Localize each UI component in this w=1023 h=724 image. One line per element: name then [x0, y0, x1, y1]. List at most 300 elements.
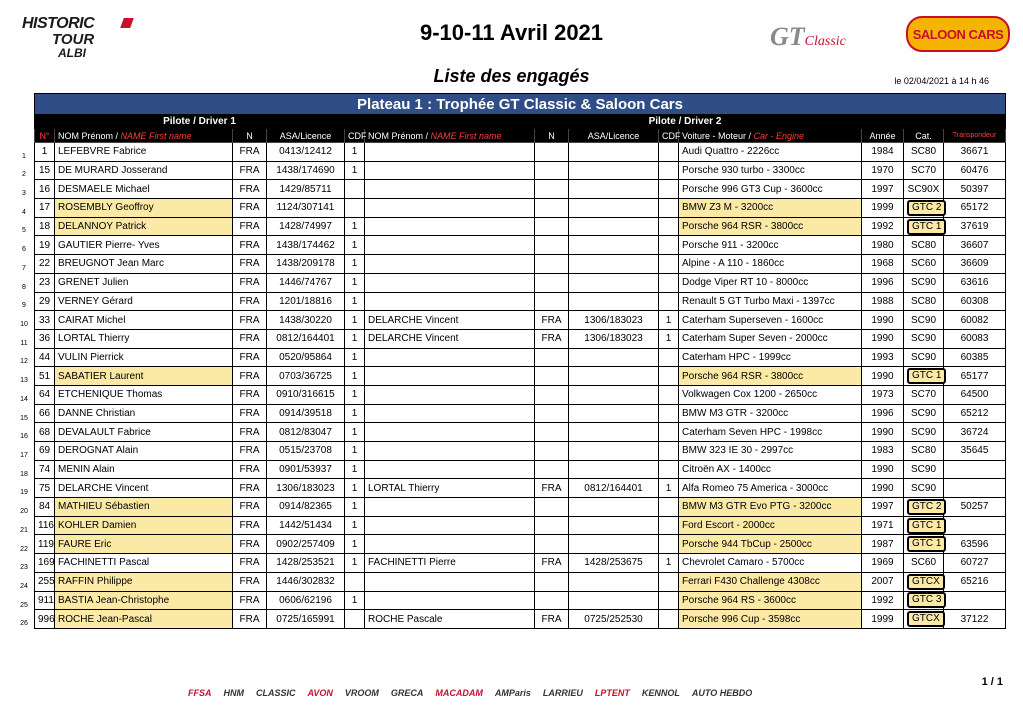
table-row — [35, 329, 1006, 348]
driver2-name: DELARCHE Vincent — [365, 329, 535, 348]
car-year: 2007 — [862, 572, 904, 591]
table-row — [35, 610, 1006, 629]
gt-classic-logo: GTClassic — [770, 22, 846, 51]
driver1-nationality: FRA — [233, 255, 267, 274]
driver2-licence — [569, 217, 659, 236]
driver1-licence: 0515/23708 — [267, 442, 345, 461]
driver2-name — [365, 143, 535, 162]
driver1-name: DANNE Christian — [55, 404, 233, 423]
transponder: 63616 — [944, 273, 1006, 292]
car-year: 1988 — [862, 292, 904, 311]
driver2-name — [365, 348, 535, 367]
table-row — [35, 236, 1006, 255]
driver2-licence — [569, 442, 659, 461]
driver2-licence — [569, 404, 659, 423]
driver1-cdf: 1 — [345, 404, 365, 423]
driver1-nationality: FRA — [233, 572, 267, 591]
driver2-cdf — [659, 498, 679, 517]
driver1-licence: 0725/165991 — [267, 610, 345, 629]
driver2-cdf — [659, 292, 679, 311]
car-category — [904, 591, 944, 610]
transponder: 36607 — [944, 236, 1006, 255]
car-category: SC80 — [904, 442, 944, 461]
car-year: 1990 — [862, 423, 904, 442]
driver1-licence: 1201/18816 — [267, 292, 345, 311]
row-number: 25 — [20, 601, 28, 609]
driver2-name — [365, 498, 535, 517]
car-category: SC90 — [904, 273, 944, 292]
entry-number: 36 — [35, 329, 55, 348]
car-year: 1990 — [862, 329, 904, 348]
row-number: 10 — [20, 320, 28, 328]
driver2-cdf — [659, 273, 679, 292]
sponsor-logo: GRECA — [390, 688, 424, 698]
table-row — [35, 199, 1006, 218]
transponder: 63596 — [944, 535, 1006, 554]
driver1-nationality: FRA — [233, 460, 267, 479]
transponder: 60476 — [944, 161, 1006, 180]
sponsor-logo: FFSA — [188, 688, 212, 698]
transponder — [944, 591, 1006, 610]
driver1-name: ROCHE Jean-Pascal — [55, 610, 233, 629]
entry-number: 23 — [35, 273, 55, 292]
category-badge: GTC 2 — [907, 499, 946, 515]
car-engine: Porsche 911 - 3200cc — [679, 236, 862, 255]
entry-number: 69 — [35, 442, 55, 461]
row-number: 5 — [22, 227, 26, 235]
sponsor-logo: LPTENT — [594, 688, 630, 698]
car-year: 1999 — [862, 199, 904, 218]
driver1-nationality: FRA — [233, 143, 267, 162]
driver2-nationality — [535, 143, 569, 162]
sponsor-logo: VROOM — [344, 688, 379, 698]
car-year: 1969 — [862, 554, 904, 573]
driver2-licence — [569, 348, 659, 367]
car-category: SC60 — [904, 255, 944, 274]
driver2-cdf — [659, 217, 679, 236]
driver1-licence: 1124/307141 — [267, 199, 345, 218]
entry-number: 16 — [35, 180, 55, 199]
transponder: 60083 — [944, 329, 1006, 348]
driver2-licence — [569, 273, 659, 292]
driver1-licence: 0902/257409 — [267, 535, 345, 554]
car-year: 1992 — [862, 591, 904, 610]
driver1-nationality: FRA — [233, 404, 267, 423]
driver2-name — [365, 591, 535, 610]
entry-number: 22 — [35, 255, 55, 274]
transponder: 37122 — [944, 610, 1006, 629]
driver1-cdf: 1 — [345, 367, 365, 386]
table-row — [35, 161, 1006, 180]
car-category — [904, 610, 944, 629]
col-year: Année — [862, 129, 904, 143]
car-year: 1970 — [862, 161, 904, 180]
entry-number: 15 — [35, 161, 55, 180]
row-number-column — [16, 148, 32, 635]
driver1-name: DELANNOY Patrick — [55, 217, 233, 236]
driver1-name: LEFEBVRE Fabrice — [55, 143, 233, 162]
driver2-label: Pilote / Driver 2 — [365, 115, 1006, 129]
driver2-name — [365, 367, 535, 386]
col-cdf-2: CDF — [659, 129, 679, 143]
logo-line-3: ALBI — [58, 46, 86, 60]
table-row — [35, 311, 1006, 330]
driver1-cdf: 1 — [345, 236, 365, 255]
driver2-name — [365, 255, 535, 274]
car-engine: Caterham Seven HPC - 1998cc — [679, 423, 862, 442]
driver1-nationality: FRA — [233, 180, 267, 199]
transponder: 60082 — [944, 311, 1006, 330]
transponder: 50257 — [944, 498, 1006, 517]
col-nat-2: N — [535, 129, 569, 143]
table-row — [35, 348, 1006, 367]
col-cat: Cat. — [904, 129, 944, 143]
driver2-nationality — [535, 498, 569, 517]
table-row — [35, 404, 1006, 423]
driver1-name: DE MURARD Josserand — [55, 161, 233, 180]
driver1-licence: 0520/95864 — [267, 348, 345, 367]
table-row — [35, 554, 1006, 573]
entry-number: 169 — [35, 554, 55, 573]
transponder — [944, 479, 1006, 498]
row-number: 21 — [20, 526, 28, 534]
driver1-name: VERNEY Gérard — [55, 292, 233, 311]
row-number: 16 — [20, 433, 28, 441]
car-engine: Ferrari F430 Challenge 4308cc — [679, 572, 862, 591]
car-year: 1996 — [862, 273, 904, 292]
driver1-licence: 1428/74997 — [267, 217, 345, 236]
car-category — [904, 498, 944, 517]
table-row — [35, 535, 1006, 554]
plateau-title: Plateau 1 : Trophée GT Classic & Saloon Cars — [35, 94, 1006, 115]
driver2-nationality: FRA — [535, 311, 569, 330]
table-row — [35, 385, 1006, 404]
sponsor-logo: AVON — [307, 688, 333, 698]
driver1-name: DELARCHE Vincent — [55, 479, 233, 498]
driver2-cdf — [659, 236, 679, 255]
driver2-cdf — [659, 367, 679, 386]
driver1-nationality: FRA — [233, 236, 267, 255]
driver2-nationality — [535, 442, 569, 461]
row-number: 15 — [20, 414, 28, 422]
driver1-licence: 1438/174462 — [267, 236, 345, 255]
car-engine: Porsche 964 RS - 3600cc — [679, 591, 862, 610]
driver2-name — [365, 404, 535, 423]
driver1-nationality: FRA — [233, 423, 267, 442]
driver2-licence — [569, 423, 659, 442]
driver1-licence: 1446/74767 — [267, 273, 345, 292]
col-asa-2: ASA/Licence — [569, 129, 659, 143]
entry-number: 84 — [35, 498, 55, 517]
car-year: 1999 — [862, 610, 904, 629]
car-engine: Alfa Romeo 75 America - 3000cc — [679, 479, 862, 498]
driver2-licence — [569, 161, 659, 180]
driver2-cdf: 1 — [659, 554, 679, 573]
driver2-licence — [569, 460, 659, 479]
col-car: Voiture - Moteur / Car - Engine — [679, 129, 862, 143]
row-number: 18 — [20, 470, 28, 478]
driver1-name: BREUGNOT Jean Marc — [55, 255, 233, 274]
driver2-cdf — [659, 516, 679, 535]
event-date: 9-10-11 Avril 2021 — [419, 20, 604, 45]
saloon-cars-logo: SALOON CARS — [906, 16, 1010, 52]
entry-number: 44 — [35, 348, 55, 367]
car-engine: Alpine - A 110 - 1860cc — [679, 255, 862, 274]
driver2-name: LORTAL Thierry — [365, 479, 535, 498]
driver1-cdf: 1 — [345, 516, 365, 535]
col-nat-1: N — [233, 129, 267, 143]
driver1-cdf: 1 — [345, 554, 365, 573]
entry-number: 19 — [35, 236, 55, 255]
driver1-licence: 1442/51434 — [267, 516, 345, 535]
transponder: 64500 — [944, 385, 1006, 404]
car-engine: Ford Escort - 2000cc — [679, 516, 862, 535]
driver1-name: CAIRAT Michel — [55, 311, 233, 330]
car-engine: BMW M3 GTR Evo PTG - 3200cc — [679, 498, 862, 517]
driver2-licence — [569, 591, 659, 610]
transponder: 60308 — [944, 292, 1006, 311]
table-row — [35, 498, 1006, 517]
entry-number: 64 — [35, 385, 55, 404]
category-badge: GTC 1 — [907, 536, 946, 552]
car-engine: Chevrolet Camaro - 5700cc — [679, 554, 862, 573]
car-year: 1983 — [862, 442, 904, 461]
driver1-nationality: FRA — [233, 516, 267, 535]
entry-number: 51 — [35, 367, 55, 386]
driver2-name — [365, 442, 535, 461]
driver1-licence: 0910/316615 — [267, 385, 345, 404]
row-number: 12 — [20, 358, 28, 366]
car-category — [904, 367, 944, 386]
driver1-licence: 0413/12412 — [267, 143, 345, 162]
category-badge: GTC 2 — [907, 200, 946, 216]
row-number: 4 — [22, 208, 26, 216]
car-category: SC90 — [904, 348, 944, 367]
driver1-cdf: 1 — [345, 255, 365, 274]
driver2-cdf — [659, 143, 679, 162]
car-year: 1990 — [862, 460, 904, 479]
car-year: 1984 — [862, 143, 904, 162]
table-row — [35, 180, 1006, 199]
row-number: 24 — [20, 583, 28, 591]
driver2-licence: 0812/164401 — [569, 479, 659, 498]
transponder: 65212 — [944, 404, 1006, 423]
car-category: SC90 — [904, 329, 944, 348]
driver2-cdf — [659, 404, 679, 423]
driver2-nationality — [535, 572, 569, 591]
car-engine: Caterham HPC - 1999cc — [679, 348, 862, 367]
col-transponder: Transpondeur — [944, 129, 1006, 143]
sponsor-logo: LARRIEU — [542, 688, 583, 698]
driver2-name — [365, 217, 535, 236]
driver1-licence: 0812/83047 — [267, 423, 345, 442]
driver1-licence: 1438/209178 — [267, 255, 345, 274]
car-engine: BMW M3 GTR - 3200cc — [679, 404, 862, 423]
page-number: 1 / 1 — [981, 676, 1003, 688]
driver1-nationality: FRA — [233, 554, 267, 573]
driver1-cdf: 1 — [345, 479, 365, 498]
transponder: 65172 — [944, 199, 1006, 218]
entry-number: 75 — [35, 479, 55, 498]
driver1-nationality: FRA — [233, 610, 267, 629]
driver1-nationality: FRA — [233, 311, 267, 330]
car-category: SC90 — [904, 479, 944, 498]
driver1-nationality: FRA — [233, 479, 267, 498]
entry-list-table — [34, 93, 1006, 629]
driver2-nationality: FRA — [535, 554, 569, 573]
row-number: 22 — [20, 545, 28, 553]
driver2-name — [365, 572, 535, 591]
driver2-cdf — [659, 442, 679, 461]
driver1-nationality: FRA — [233, 292, 267, 311]
driver1-licence: 0914/39518 — [267, 404, 345, 423]
driver2-licence — [569, 385, 659, 404]
row-number: 20 — [20, 508, 28, 516]
car-engine: Porsche 964 RSR - 3800cc — [679, 217, 862, 236]
transponder: 35645 — [944, 442, 1006, 461]
car-engine: Renault 5 GT Turbo Maxi - 1397cc — [679, 292, 862, 311]
driver2-nationality — [535, 385, 569, 404]
table-row — [35, 591, 1006, 610]
transponder: 36724 — [944, 423, 1006, 442]
driver2-cdf: 1 — [659, 479, 679, 498]
entry-number: 66 — [35, 404, 55, 423]
entry-number: 116 — [35, 516, 55, 535]
driver2-licence — [569, 292, 659, 311]
driver1-cdf — [345, 199, 365, 218]
entry-number: 33 — [35, 311, 55, 330]
driver1-nationality: FRA — [233, 217, 267, 236]
timestamp: le 02/04/2021 à 14 h 46 — [894, 76, 989, 86]
driver1-cdf — [345, 572, 365, 591]
driver1-licence: 0703/36725 — [267, 367, 345, 386]
sponsor-logos — [188, 682, 752, 704]
driver2-licence: 1306/183023 — [569, 329, 659, 348]
driver1-nationality: FRA — [233, 199, 267, 218]
car-year: 1993 — [862, 348, 904, 367]
driver2-nationality — [535, 199, 569, 218]
driver2-licence: 0725/252530 — [569, 610, 659, 629]
car-year: 1997 — [862, 180, 904, 199]
column-header-row — [35, 129, 1006, 143]
driver1-cdf: 1 — [345, 217, 365, 236]
col-cdf-1: CDF — [345, 129, 365, 143]
driver1-cdf — [345, 180, 365, 199]
driver1-licence: 1438/174690 — [267, 161, 345, 180]
car-category: SC80 — [904, 143, 944, 162]
driver2-name — [365, 273, 535, 292]
car-engine: BMW 323 IE 30 - 2997cc — [679, 442, 862, 461]
car-category: SC90 — [904, 460, 944, 479]
driver2-cdf — [659, 161, 679, 180]
category-badge: GTC 1 — [907, 219, 946, 235]
car-year: 1997 — [862, 498, 904, 517]
driver2-name: ROCHE Pascale — [365, 610, 535, 629]
car-year: 1973 — [862, 385, 904, 404]
driver2-nationality — [535, 180, 569, 199]
entry-number: 68 — [35, 423, 55, 442]
col-name-2: NOM Prénom / NAME First name — [365, 129, 535, 143]
driver2-name — [365, 423, 535, 442]
driver2-licence — [569, 498, 659, 517]
row-number: 26 — [20, 620, 28, 628]
driver1-cdf: 1 — [345, 273, 365, 292]
driver2-name — [365, 516, 535, 535]
car-year: 1980 — [862, 236, 904, 255]
driver2-name — [365, 292, 535, 311]
driver1-name: BASTIA Jean-Christophe — [55, 591, 233, 610]
transponder: 60385 — [944, 348, 1006, 367]
car-year: 1990 — [862, 479, 904, 498]
car-engine: Caterham Superseven - 1600cc — [679, 311, 862, 330]
driver2-nationality — [535, 423, 569, 442]
driver2-nationality — [535, 460, 569, 479]
car-engine: Volkwagen Cox 1200 - 2650cc — [679, 385, 862, 404]
driver2-licence — [569, 572, 659, 591]
table-row — [35, 516, 1006, 535]
car-engine: Audi Quattro - 2226cc — [679, 143, 862, 162]
driver2-name — [365, 236, 535, 255]
transponder: 65177 — [944, 367, 1006, 386]
driver1-name: MATHIEU Sébastien — [55, 498, 233, 517]
driver1-cdf — [345, 610, 365, 629]
car-engine: BMW Z3 M - 3200cc — [679, 199, 862, 218]
driver2-cdf: 1 — [659, 329, 679, 348]
transponder: 36609 — [944, 255, 1006, 274]
transponder: 60727 — [944, 554, 1006, 573]
driver1-cdf: 1 — [345, 348, 365, 367]
driver1-name: GAUTIER Pierre- Yves — [55, 236, 233, 255]
driver2-licence — [569, 516, 659, 535]
driver2-cdf — [659, 255, 679, 274]
sponsor-logo: CLASSIC — [256, 688, 296, 698]
driver1-cdf: 1 — [345, 498, 365, 517]
driver1-cdf: 1 — [345, 161, 365, 180]
sponsor-logo: MACADAM — [435, 688, 483, 698]
driver2-nationality — [535, 367, 569, 386]
sponsor-logo: AMParis — [494, 688, 531, 698]
driver1-name: ETCHENIQUE Thomas — [55, 385, 233, 404]
sponsor-logo: KENNOL — [641, 688, 680, 698]
table-row — [35, 423, 1006, 442]
car-category — [904, 535, 944, 554]
driver2-nationality — [535, 348, 569, 367]
driver2-name: FACHINETTI Pierre — [365, 554, 535, 573]
driver1-licence: 1428/253521 — [267, 554, 345, 573]
driver1-name: FACHINETTI Pascal — [55, 554, 233, 573]
table-row — [35, 572, 1006, 591]
logo-line-1: HISTORIC — [22, 15, 95, 32]
driver1-label: Pilote / Driver 1 — [35, 115, 365, 129]
transponder: 36671 — [944, 143, 1006, 162]
entry-number: 17 — [35, 199, 55, 218]
row-number: 14 — [20, 395, 28, 403]
driver2-licence — [569, 236, 659, 255]
driver2-licence — [569, 180, 659, 199]
car-year: 1990 — [862, 311, 904, 330]
driver1-licence: 0606/62196 — [267, 591, 345, 610]
driver2-nationality — [535, 217, 569, 236]
driver2-nationality — [535, 516, 569, 535]
car-engine: Porsche 930 turbo - 3300cc — [679, 161, 862, 180]
car-category: SC60 — [904, 554, 944, 573]
driver2-name — [365, 199, 535, 218]
page-subtitle: Liste des engagés — [433, 66, 590, 86]
driver2-nationality — [535, 273, 569, 292]
car-engine: Porsche 996 GT3 Cup - 3600cc — [679, 180, 862, 199]
driver2-nationality — [535, 161, 569, 180]
driver1-name: LORTAL Thierry — [55, 329, 233, 348]
